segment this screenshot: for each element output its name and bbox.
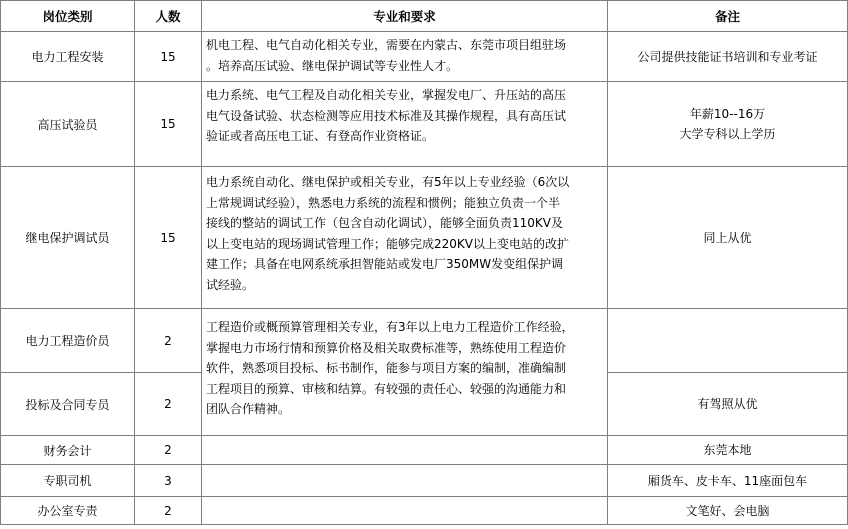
- cell-requirements: [202, 167, 608, 309]
- cell-category: 电力工程安装: [1, 32, 135, 82]
- header-row: [1, 1, 848, 32]
- cell-notes: [608, 82, 848, 167]
- table-row: [1, 497, 848, 525]
- cell-requirements: [202, 82, 608, 167]
- cell-notes: [608, 309, 848, 373]
- table-row: [1, 167, 848, 309]
- note-line: 公司提供技能证书培训和专业考证: [637, 49, 818, 64]
- requirement-line: 掌握电力市场行情和预算价格及相关取费标准等，熟练使用工程造价: [206, 340, 567, 355]
- cell-count: 2: [135, 373, 202, 436]
- requirement-line: 机电工程、电气自动化相关专业，需要在内蒙古、东莞市项目组驻场: [206, 38, 567, 52]
- cell-notes: [608, 167, 848, 309]
- requirement-line: 工程项目的预算、审核和结算。有较强的责任心、较强的沟通能力和: [206, 381, 567, 396]
- cell-count: 2: [135, 436, 202, 465]
- requirement-line: 电力系统自动化、继电保护或相关专业，有5年以上专业经验（6次以: [206, 175, 570, 189]
- cell-requirements: [202, 497, 608, 525]
- cell-requirements: [202, 465, 608, 497]
- table-row: [1, 82, 848, 167]
- cell-category: 财务会计: [1, 436, 135, 465]
- cell-count: 15: [135, 82, 202, 167]
- table-row: [1, 309, 848, 373]
- cell-category: 电力工程造价员: [1, 309, 135, 373]
- requirement-line: 上常规调试经验），熟悉电力系统的流程和惯例；能独立负责一个半: [206, 195, 561, 210]
- requirement-line: 软件，熟悉项目投标、标书制作，能参与项目方案的编制，准确编制: [206, 361, 567, 375]
- cell-category: 投标及合同专员: [1, 373, 135, 436]
- cell-notes: [608, 497, 848, 525]
- cell-requirements: [202, 436, 608, 465]
- header-category: 岗位类别: [1, 1, 135, 32]
- requirement-line: 试经验。: [206, 277, 255, 292]
- cell-notes: [608, 436, 848, 465]
- cell-notes: [608, 373, 848, 436]
- note-line: 年薪10--16万: [689, 107, 766, 121]
- requirement-line: 接线的整站的调试工作（包含自动化调试），能够全面负责110KV及: [206, 216, 563, 230]
- cell-count: 3: [135, 465, 202, 497]
- requirement-line: 电力系统、电气工程及自动化相关专业，掌握发电厂、升压站的高压: [206, 88, 567, 102]
- header-notes: 备注: [608, 1, 848, 32]
- cell-count: 2: [135, 309, 202, 373]
- note-line: 文笔好、会电脑: [685, 503, 770, 518]
- requirement-line: 建工作；具备在电网系统承担智能站或发电厂350MW发变组保护调: [206, 257, 564, 271]
- cell-category: 继电保护调试员: [1, 167, 135, 309]
- table-row: [1, 32, 848, 82]
- requirement-line: 电气设备试验、状态检测等应用技术标准及其操作规程，具有高压试: [206, 108, 567, 123]
- note-line: 大学专科以上学历: [679, 127, 776, 141]
- cell-notes: [608, 465, 848, 497]
- cell-category: 办公室专责: [1, 497, 135, 525]
- cell-requirements: [202, 309, 608, 436]
- requirement-line: 以上变电站的现场调试管理工作；能够完成220KV以上变电站的改扩: [206, 236, 569, 251]
- cell-notes: [608, 32, 848, 82]
- note-line: 有驾照从优: [697, 397, 758, 411]
- note-line: 厢货车、皮卡车、11座面包车: [647, 473, 808, 488]
- cell-requirements: [202, 32, 608, 82]
- cell-category: 专职司机: [1, 465, 135, 497]
- requirement-line: 。培养高压试验、继电保护调试等专业性人才。: [206, 58, 459, 73]
- requirement-line: 工程造价或概预算管理相关专业，有3年以上电力工程造价工作经验，: [206, 320, 574, 334]
- note-line: 同上从优: [703, 230, 752, 245]
- cell-count: 15: [135, 32, 202, 82]
- cell-count: 2: [135, 497, 202, 525]
- note-line: 东莞本地: [703, 443, 752, 457]
- cell-category: 高压试验员: [1, 82, 135, 167]
- requirement-line: 团队合作精神。: [206, 402, 291, 416]
- requirement-line: 验证或者高压电工证、有登高作业资格证。: [206, 129, 435, 143]
- table-row: [1, 436, 848, 465]
- header-count: 人数: [135, 1, 202, 32]
- table-row: [1, 465, 848, 497]
- header-requirements: 专业和要求: [202, 1, 608, 32]
- cell-count: 15: [135, 167, 202, 309]
